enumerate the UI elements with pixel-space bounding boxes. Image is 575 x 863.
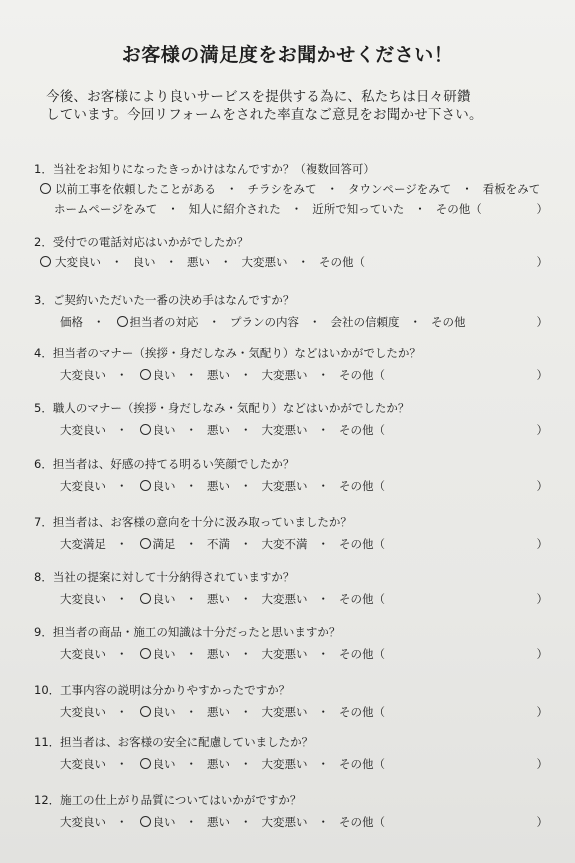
answer-circle-mark [140, 593, 151, 604]
option-label[interactable]: その他（ [339, 479, 385, 493]
survey-title: お客様の満足度をお聞かせください！ [121, 44, 454, 66]
question-text: 4．担当者のマナー（挨拶・身だしなみ・気配り）などはいかがでしたか？ [34, 346, 421, 360]
option-label[interactable]: その他（ [435, 202, 482, 216]
option-label[interactable]: 担当者の対応 [129, 315, 199, 329]
answer-row: ホームページをみて ・ 知人に紹介された ・ 近所で知っていた ・ その他（ ） [54, 202, 548, 216]
close-paren: ） [536, 592, 548, 606]
answer-circle-mark [140, 706, 151, 717]
option-label[interactable]: 大変良い [60, 757, 106, 771]
question-10 [34, 682, 554, 720]
answer-row: 大変良い ・ 良い ・ 悪い ・ 大変悪い ・ その他（ ） [60, 647, 548, 661]
option-label[interactable]: 悪い [207, 423, 230, 437]
option-label[interactable]: その他（ [339, 368, 385, 382]
close-paren: ） [536, 479, 548, 493]
question-text: 7．担当者は、お客様の意向を十分に汲み取っていましたか？ [34, 515, 352, 529]
question-text: 5．職人のマナー（挨拶・身だしなみ・気配り）などはいかがでしたか？ [34, 401, 410, 415]
option-label[interactable]: 大変良い [60, 368, 106, 382]
option-label[interactable]: 大変悪い [261, 705, 308, 719]
option-label[interactable]: 悪い [207, 592, 230, 606]
option-label[interactable]: 悪い [187, 255, 210, 269]
option-label[interactable]: 良い [152, 705, 176, 719]
answer-row: 大変良い ・ 良い ・ 悪い ・ 大変悪い ・ その他（ ） [60, 815, 548, 829]
option-label[interactable]: その他（ [339, 592, 385, 606]
intro-text [46, 88, 546, 124]
option-label[interactable]: 良い [152, 815, 176, 829]
question-text: 10．工事内容の説明は分かりやすかったですか？ [34, 683, 291, 697]
question-text: 9．担当者の商品・施工の知識は十分だったと思いますか？ [34, 625, 341, 639]
intro-line: 今後、お客様により良いサービスを提供する為に、私たちは日々研鑽 [46, 89, 471, 105]
answer-circle-mark [140, 424, 151, 435]
option-label[interactable]: その他（ [339, 815, 385, 829]
question-text: 1．当社をお知りになったきっかけはなんですか？（複数回答可） [34, 162, 375, 176]
question-9 [34, 624, 554, 662]
intro-line: しています。今回リフォームをされた率直なご意見をお聞かせ下さい。 [46, 107, 483, 123]
answer-circle-mark [40, 256, 51, 267]
close-paren: ） [536, 368, 548, 382]
question-text: 8．当社の提案に対して十分納得されていますか？ [34, 570, 295, 584]
question-8 [34, 569, 554, 607]
question-text: 2．受付での電話対応はいかがでしたか？ [34, 235, 249, 249]
option-label[interactable]: その他（ [339, 647, 385, 661]
option-label[interactable]: 大変悪い [261, 592, 308, 606]
question-2 [34, 234, 554, 270]
option-label[interactable]: 大変満足 [60, 537, 106, 551]
close-paren: ） [536, 315, 548, 329]
answer-circle-mark [140, 816, 151, 827]
question-3 [34, 292, 554, 330]
option-label[interactable]: その他（ [339, 757, 385, 771]
option-label[interactable]: 大変悪い [261, 368, 308, 382]
question-text: 12．施工の仕上がり品質についてはいかがですか？ [34, 793, 302, 807]
answer-row: 大変良い ・ 良い ・ 悪い ・ 大変悪い ・ その他（ ） [34, 254, 554, 270]
answer-circle-mark [140, 480, 151, 491]
close-paren: ） [536, 202, 548, 216]
option-label[interactable]: プランの内容 [230, 315, 299, 329]
question-text: 3．ご契約いただいた一番の決め手はなんですか？ [34, 293, 295, 307]
close-paren: ） [536, 537, 548, 551]
option-label[interactable]: 大変悪い [261, 815, 308, 829]
answer-row: 大変良い ・ 良い ・ 悪い ・ 大変悪い ・ その他（ ） [60, 757, 548, 771]
close-paren: ） [536, 423, 548, 437]
question-12 [34, 792, 554, 830]
answer-row: 大変満足 ・ 満足 ・ 不満 ・ 大変不満 ・ その他（ ） [60, 537, 548, 551]
close-paren: ） [536, 815, 548, 829]
option-label[interactable]: 良い [132, 255, 156, 269]
close-paren: ） [536, 647, 548, 661]
option-label[interactable]: 大変悪い [261, 423, 308, 437]
question-6 [34, 456, 554, 494]
close-paren: ） [536, 705, 548, 719]
option-label[interactable]: その他（ [339, 705, 385, 719]
answer-circle-mark [140, 758, 151, 769]
question-text: 6．担当者は、好感の持てる明るい笑顔でしたか？ [34, 457, 295, 471]
question-5 [34, 400, 554, 438]
answer-row: 価格 ・ 担当者の対応 ・ プランの内容 ・ 会社の信頼度 ・ その他 ） [60, 315, 548, 329]
option-label[interactable]: 悪い [207, 705, 230, 719]
option-label[interactable]: 近所で知っていた [312, 202, 405, 216]
option-label[interactable]: 満足 [152, 537, 176, 551]
answer-row: 大変良い ・ 良い ・ 悪い ・ 大変悪い ・ その他（ ） [60, 423, 548, 437]
option-label[interactable]: 悪い [207, 757, 230, 771]
question-11 [34, 734, 554, 772]
option-label[interactable]: 大変良い [55, 255, 101, 269]
option-label[interactable]: その他（ [339, 423, 385, 437]
answer-circle-mark [140, 369, 151, 380]
option-label[interactable]: タウンページをみて [348, 182, 452, 196]
option-label[interactable]: 良い [152, 368, 176, 382]
option-label[interactable]: 良い [152, 479, 176, 493]
option-label[interactable]: 良い [152, 423, 176, 437]
answer-circle-mark [140, 538, 151, 549]
option-label[interactable]: 大変良い [60, 592, 106, 606]
answer-row: 大変良い ・ 良い ・ 悪い ・ 大変悪い ・ その他（ ） [60, 479, 548, 493]
option-label[interactable]: その他（ [339, 537, 385, 551]
option-label[interactable]: 知人に紹介された [188, 202, 281, 216]
option-label[interactable]: チラシをみて [247, 182, 317, 196]
question-1 [34, 161, 554, 217]
option-label[interactable]: 大変良い [60, 479, 106, 493]
option-label[interactable]: 良い [152, 757, 176, 771]
option-label[interactable]: 悪い [207, 647, 230, 661]
option-label[interactable]: 以前工事を依頼したことがある [55, 182, 216, 196]
answer-row: 大変良い ・ 良い ・ 悪い ・ 大変悪い ・ その他（ ） [60, 368, 548, 382]
option-label[interactable]: 良い [152, 592, 176, 606]
option-label[interactable]: ホームページをみて [54, 202, 158, 216]
option-label[interactable]: 悪い [207, 368, 230, 382]
option-label[interactable]: 悪い [207, 479, 230, 493]
option-label[interactable]: 会社の信頼度 [330, 315, 400, 329]
answer-circle-mark [40, 183, 51, 194]
answer-circle-mark [140, 648, 151, 659]
option-label[interactable]: 大変良い [60, 423, 106, 437]
option-label[interactable]: 悪い [207, 815, 230, 829]
question-7 [34, 514, 554, 552]
option-label[interactable]: 大変悪い [261, 479, 308, 493]
option-label[interactable]: 大変悪い [261, 647, 308, 661]
answer-row: 大変良い ・ 良い ・ 悪い ・ 大変悪い ・ その他（ ） [60, 705, 548, 719]
answer-row: 以前工事を依頼したことがある ・ チラシをみて ・ タウンページをみて ・ 看板をみて [34, 181, 554, 197]
option-label[interactable]: 大変悪い [261, 757, 308, 771]
answer-row: 大変良い ・ 良い ・ 悪い ・ 大変悪い ・ その他（ ） [60, 592, 548, 606]
option-label[interactable]: その他 [431, 315, 466, 329]
option-label[interactable]: 大変悪い [241, 255, 288, 269]
close-paren: ） [536, 757, 548, 771]
option-label[interactable]: 大変良い [60, 647, 106, 661]
close-paren: ） [536, 255, 548, 269]
option-label[interactable]: 看板をみて [482, 182, 541, 196]
option-label[interactable]: 大変良い [60, 815, 106, 829]
option-label[interactable]: 大変良い [60, 705, 106, 719]
answer-circle-mark [117, 316, 128, 327]
option-label[interactable]: 価格 [60, 315, 83, 329]
question-4 [34, 345, 554, 383]
option-label[interactable]: 大変不満 [261, 537, 308, 551]
option-label[interactable]: 良い [152, 647, 176, 661]
question-text: 11．担当者は、お客様の安全に配慮していましたか？ [34, 735, 314, 749]
option-label[interactable]: その他（ [319, 255, 365, 269]
option-label[interactable]: 不満 [207, 537, 230, 551]
